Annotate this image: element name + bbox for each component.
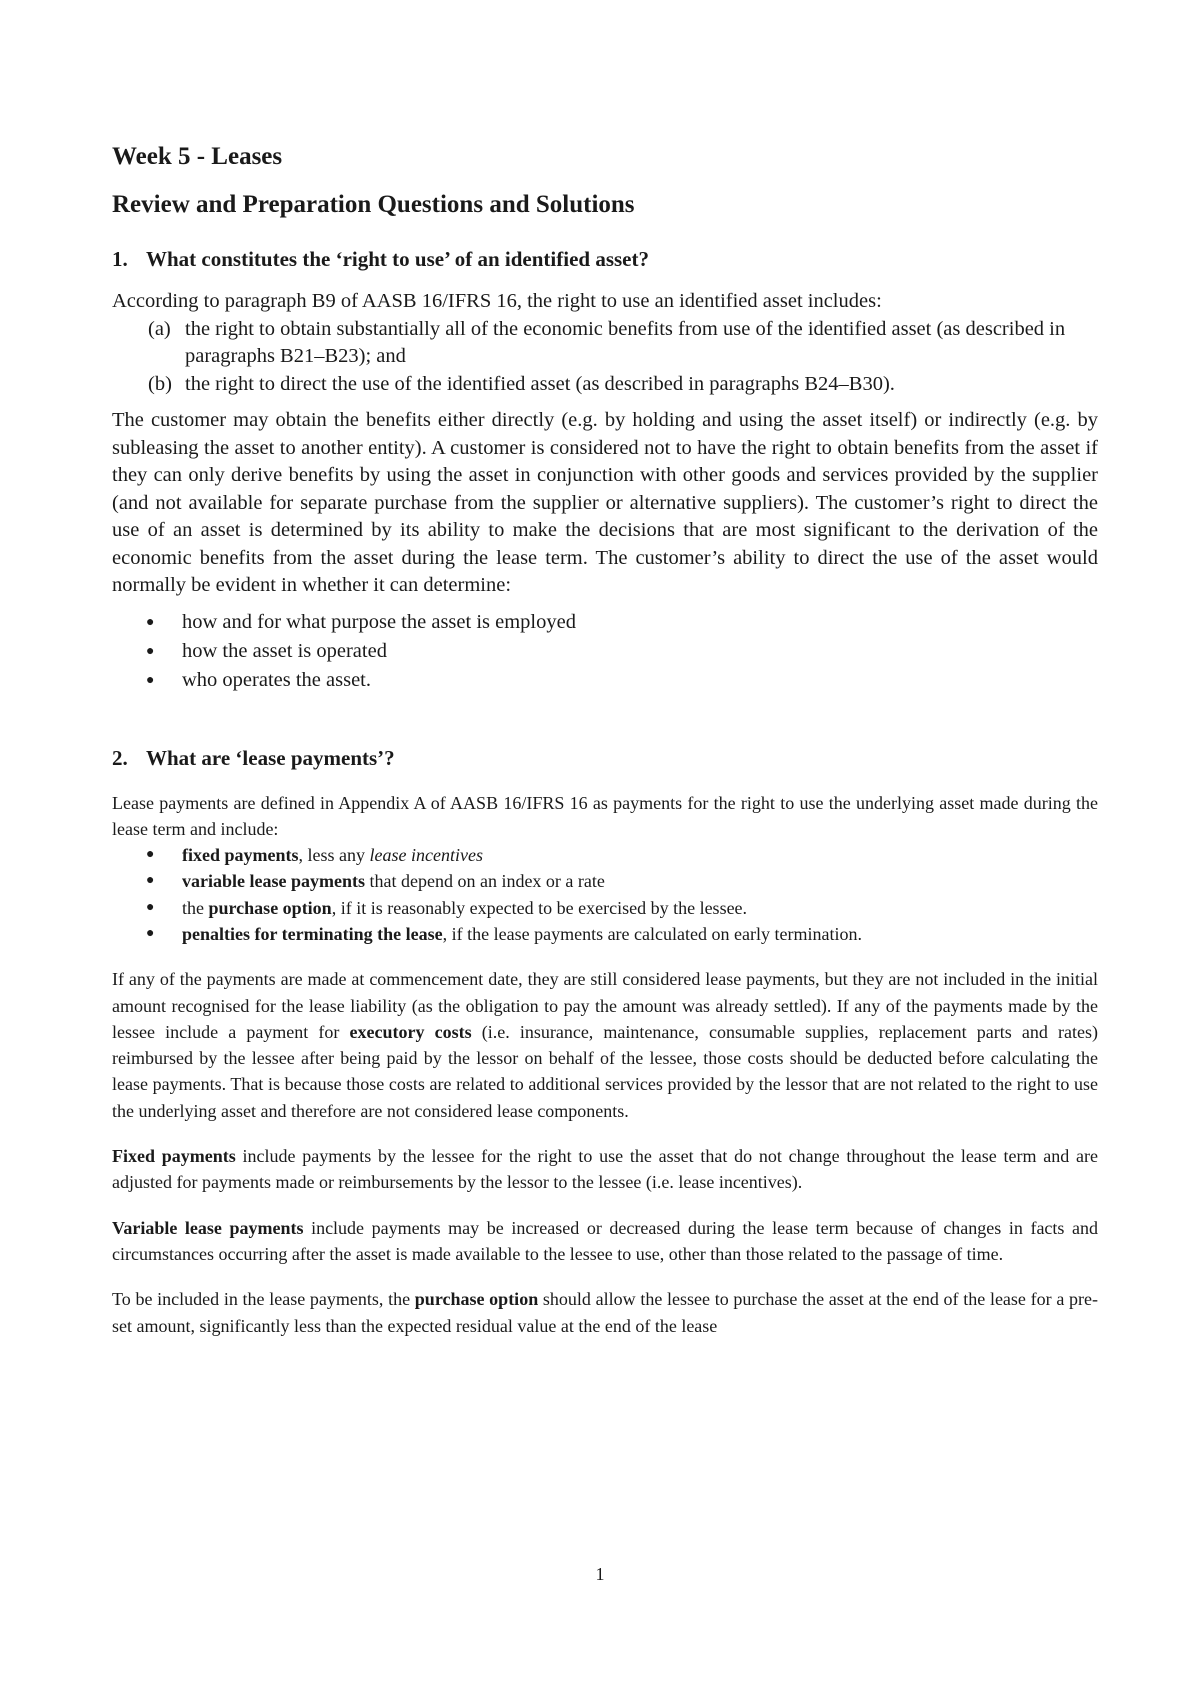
- bullet-icon: ●: [146, 672, 155, 688]
- list-marker: (b): [148, 372, 172, 395]
- bullet-icon: ●: [146, 925, 155, 941]
- question-2-intro: Lease payments are defined in Appendix A of AASB 16/IFRS 16 as payments for the right to use the underlying asset made during the lease term and include:: [112, 792, 1098, 839]
- list-item-text: , less any: [298, 845, 370, 866]
- bullet-icon: ●: [146, 847, 155, 863]
- list-item-text: , if it is reasonably expected to be exercised by the lessee.: [331, 897, 748, 918]
- list-item-text: the right to obtain substantially all of the economic benefits from use of the identified asset (as described in paragraphs B21–B23); and: [185, 317, 1066, 367]
- list-item: [148, 316, 1098, 371]
- list-item: [112, 637, 1098, 666]
- document-title: Week 5 - Leases: [112, 143, 283, 170]
- question-2-text: What are ‘lease payments’?: [146, 745, 395, 770]
- question-2-bullet-list: [112, 842, 1098, 947]
- list-item: [112, 608, 1098, 637]
- document-subtitle: Review and Preparation Questions and Solutions: [112, 191, 635, 218]
- list-item-text: the: [182, 897, 209, 918]
- term-fixed-payments: fixed payments: [182, 845, 299, 866]
- question-1-number: 1.: [112, 247, 128, 271]
- question-1-bullet-list: [112, 608, 1098, 695]
- term-lease-incentives: lease incentives: [369, 845, 483, 866]
- list-item-text: , if the lease payments are calculated on early termination.: [442, 923, 862, 944]
- list-item-text: the right to direct the use of the identified asset (as described in paragraphs B24–B30).: [185, 372, 895, 395]
- question-2-paragraph-executory-costs: If any of the payments are made at commencement date, they are still considered lease payments, but they are not included in the initial amount recognised for the lease liability (as the obligation to pay the amount was already settled). If any of the payments made by the lessee include a payment for executory costs (i.e. insurance, maintenance, consumable supplies, replacement parts and rates) reimbursed by the lessee after being paid by the lessor on behalf of the lessee, those costs should be deducted before calculating the lease payments. That is because those costs are related to additional services provided by the lessor that are not related to the right to use the underlying asset and therefore are not considered lease components.: [112, 969, 1098, 1121]
- question-1-criteria-list: [112, 316, 1098, 399]
- list-item: [112, 868, 1098, 894]
- question-2-paragraph-variable-payments: Variable lease payments include payments may be increased or decreased during the lease term because of changes in facts and circumstances occurring after the asset is made available to the lessee to use, other than those related to the passage of time.: [112, 1217, 1098, 1264]
- question-2-paragraph-fixed-payments: Fixed payments include payments by the lessee for the right to use the asset that do not change throughout the lease term and are adjusted for payments made or reimbursements by the lessor to the lessee (i.e. lease incentives).: [112, 1146, 1098, 1193]
- question-2-heading: [112, 743, 1098, 773]
- list-item: [112, 921, 1098, 947]
- list-item-text: how the asset is operated: [182, 639, 387, 662]
- list-item: [112, 666, 1098, 695]
- question-1-heading: [112, 244, 1098, 274]
- page-number: 1: [595, 1564, 605, 1584]
- question-1-intro: According to paragraph B9 of AASB 16/IFRS 16, the right to use an identified asset includes:: [112, 290, 882, 312]
- bullet-icon: ●: [146, 873, 155, 889]
- term-purchase-option: purchase option: [208, 897, 332, 918]
- bullet-icon: ●: [146, 614, 155, 630]
- question-2-number: 2.: [112, 745, 128, 770]
- term-penalties: penalties for terminating the lease: [182, 923, 443, 944]
- term-variable-lease-payments: variable lease payments: [182, 871, 365, 892]
- bullet-icon: ●: [146, 899, 155, 915]
- list-item: [112, 895, 1098, 921]
- list-item-text: that depend on an index or a rate: [364, 871, 605, 892]
- list-item-text: how and for what purpose the asset is employed: [182, 610, 576, 633]
- question-2-paragraph-purchase-option: To be included in the lease payments, the purchase option should allow the lessee to purchase the asset at the end of the lease for a pre-set amount, significantly less than the expected residual value at the end of the lease: [112, 1289, 1098, 1336]
- list-item: [112, 842, 1098, 868]
- list-marker: (a): [148, 317, 171, 340]
- bullet-icon: ●: [146, 643, 155, 659]
- list-item-text: who operates the asset.: [182, 668, 371, 691]
- document-page: [112, 140, 1098, 1339]
- question-1-body: The customer may obtain the benefits either directly (e.g. by holding and using the asset itself) or indirectly (e.g. by subleasing the asset to another entity). A customer is considered not to have the right to obtain benefits from the asset if they can only derive benefits by using the asset in conjunction with other goods and services provided by the supplier (and not available for separate purchase from the supplier or alternative suppliers). The customer’s right to direct the use of an asset is determined by its ability to make the decisions that are most significant to the derivation of the economic benefits from the asset during the lease term. The customer’s ability to direct the use of the asset would normally be evident in whether it can determine:: [112, 409, 1098, 596]
- question-1-text: What constitutes the ‘right to use’ of an identified asset?: [146, 247, 649, 271]
- list-item: [148, 371, 1098, 399]
